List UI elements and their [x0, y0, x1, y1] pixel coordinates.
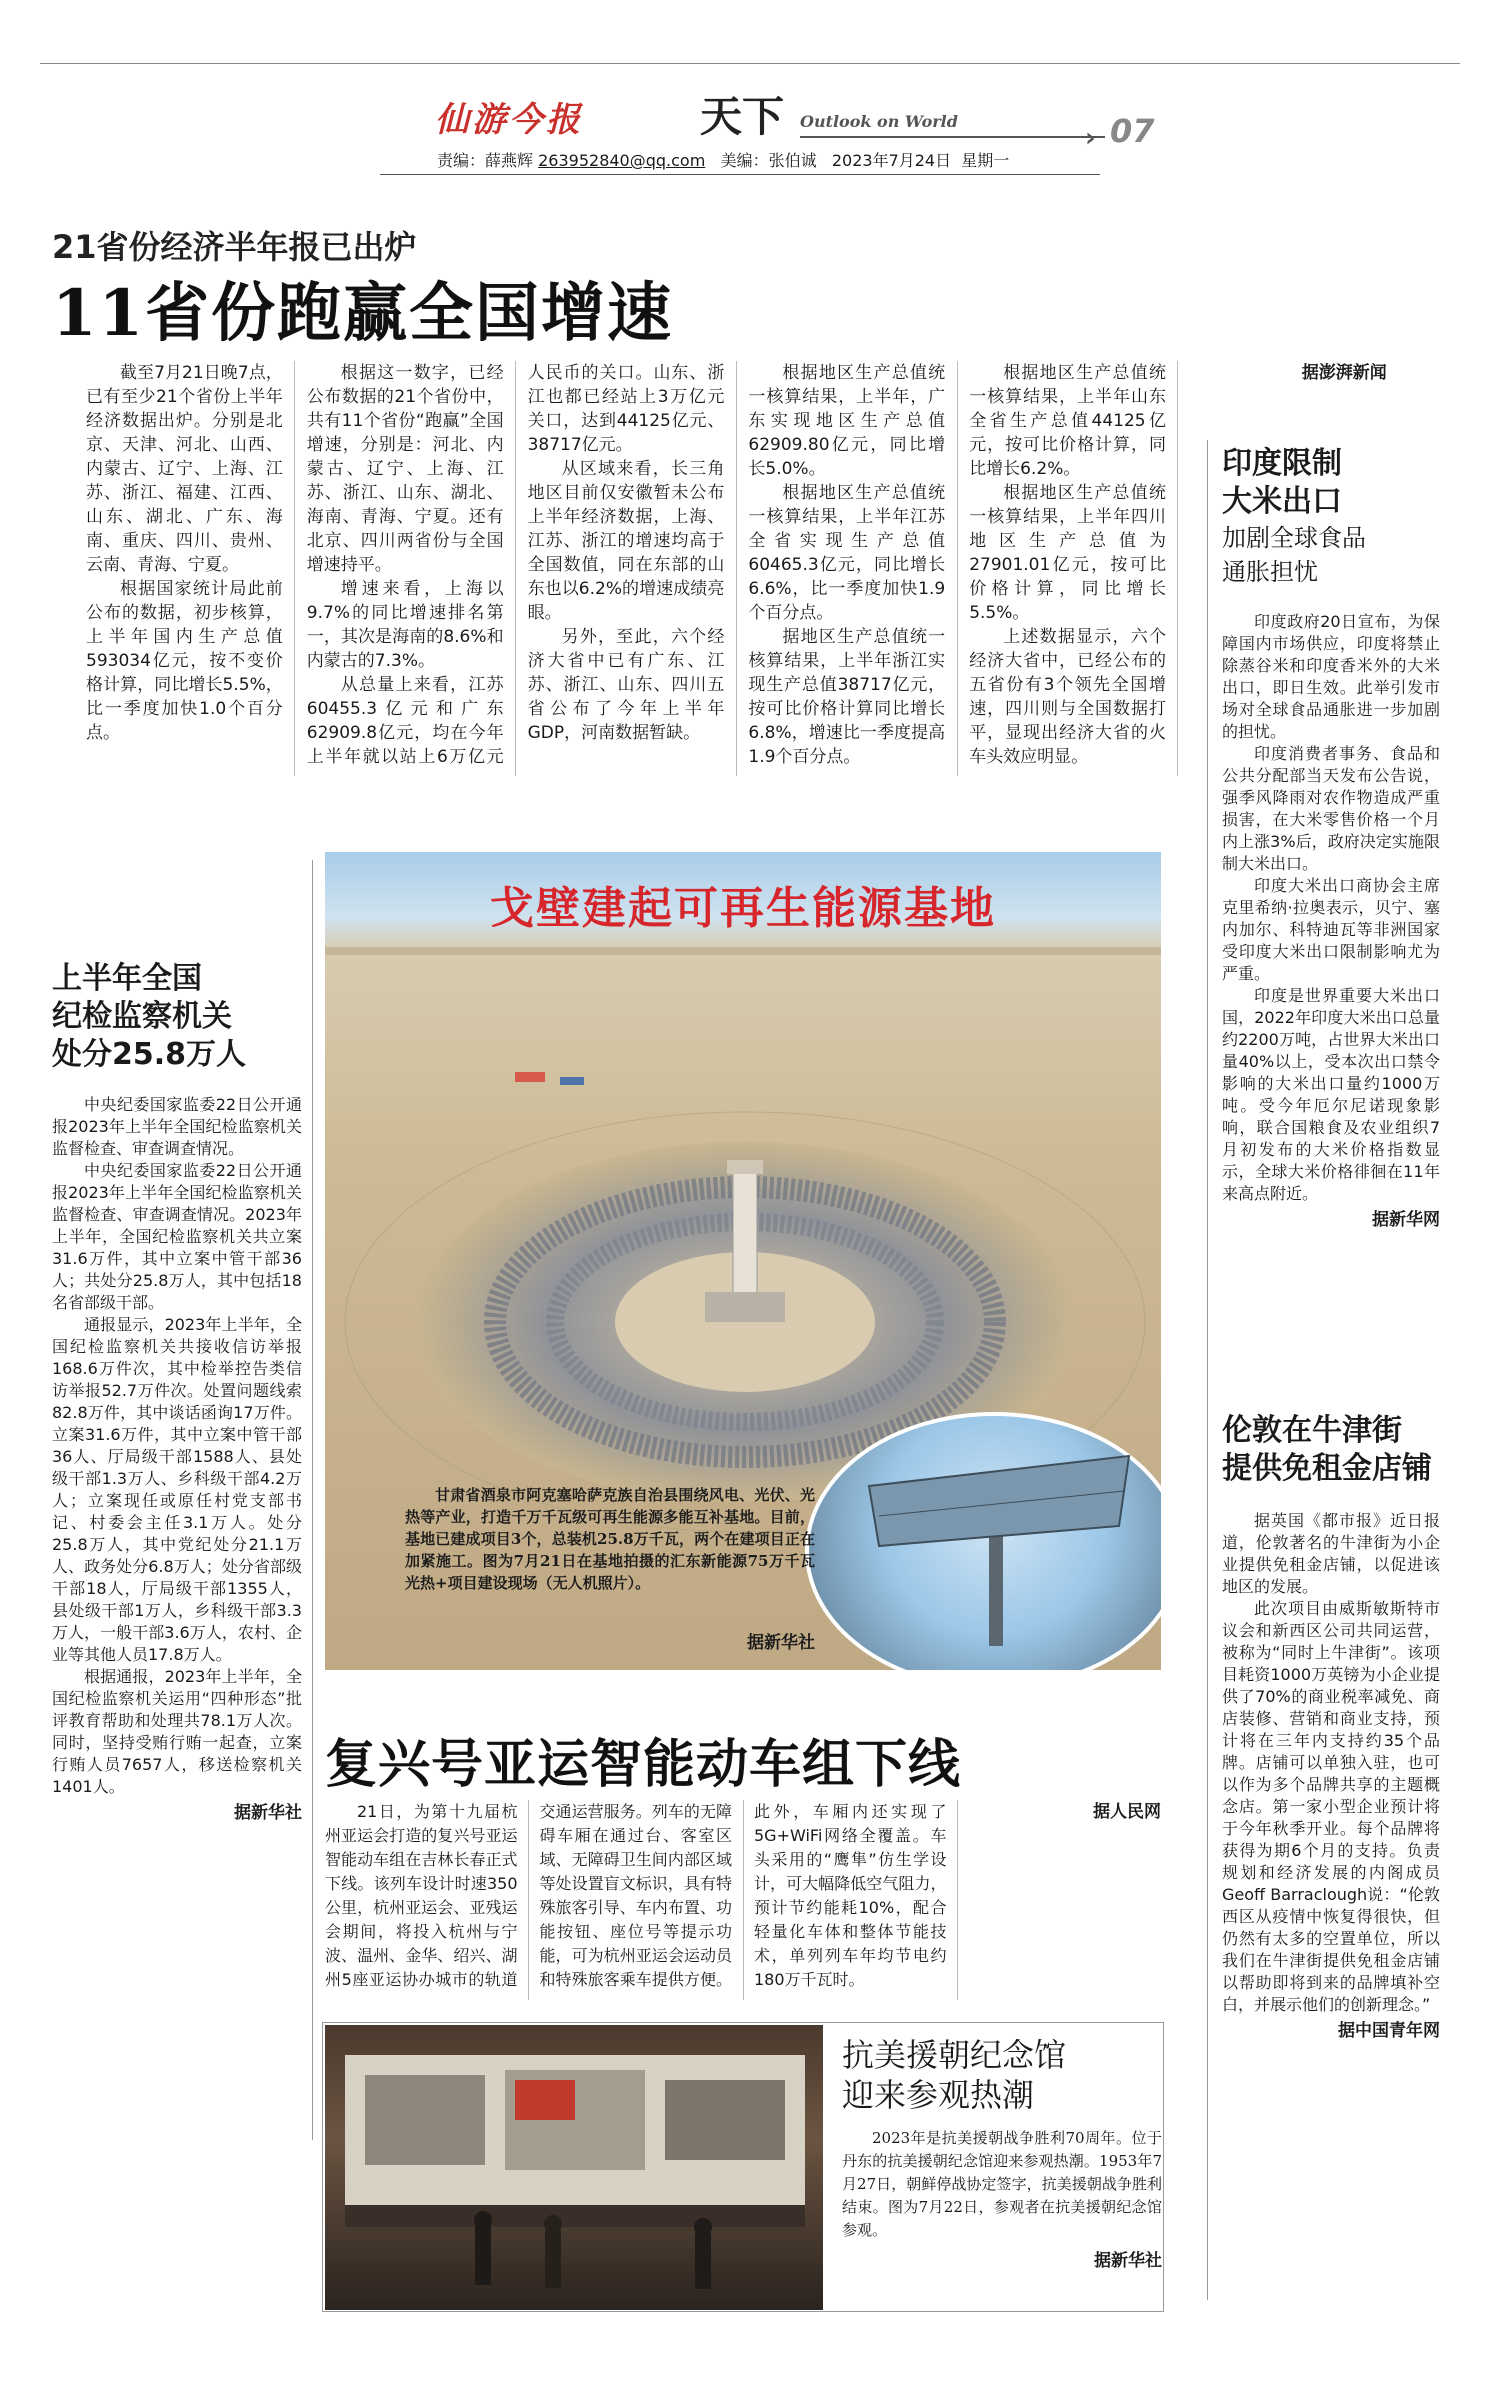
india-subtitle: 加剧全球食品	[1222, 524, 1366, 552]
lead-paragraph: 根据地区生产总值统一核算结果，上半年，广东实现地区生产总值62909.80亿元，同比增长5.0%。	[748, 363, 946, 479]
discipline-paragraph: 通报显示，2023年上半年，全国纪检监察机关共接收信访举报168.6万件次，其中检举控告类信访举报52.7万件次。处置问题线索82.8万件，其中谈话函询17万件。立案31.6万件，其中立案中管干部36人、厅局级干部1588人、县处级干部1.3万人、乡科级干部4.2万人；立案现任或原任村党支部书记、村委会主任3.1万人。处分25.8万人，其中党纪处分21.1万人、政务处分6.8万人；处分省部级干部18人，厅局级干部1355人，县处级干部1万人，乡科级干部3.3万人，一般干部3.6万人，农村、企业等其他人员17.8万人。	[52, 1315, 302, 1664]
discipline-article	[52, 960, 302, 1824]
london-paragraph: 据英国《都市报》近日报道，伦敦著名的牛津街为小企业提供免租金店铺，以促进该地区的发展。	[1222, 1511, 1440, 1596]
left-column-divider	[312, 860, 313, 2140]
lead-kicker: 21省份经济半年报已出炉	[52, 228, 417, 266]
lead-paragraph: 上述数据显示，六个经济大省中，已经公布的五省份有3个领先全国增速，四川则与全国数据打平，显现出经济大省的火车头效应明显。	[969, 627, 1166, 767]
india-body	[1222, 611, 1440, 1231]
lead-paragraph: 根据地区生产总值统一核算结果，上半年江苏全省实现生产总值60465.3亿元，同比增长6.6%，比一季度加快1.9个百分点。	[748, 483, 946, 623]
museum-caption: 2023年是抗美援朝战争胜利70周年。位于丹东的抗美援朝纪念馆迎来参观热潮。1953年7月27日，朝鲜停战协定签字，抗美援朝战争胜利结束。图为7月22日，参观者在抗美援朝纪念馆参观。	[842, 2129, 1162, 2239]
india-source: 据新华网	[1372, 1210, 1440, 1230]
masthead-rule	[380, 174, 1100, 175]
top-rule	[40, 63, 1460, 64]
right-column-divider	[1207, 440, 1208, 2300]
lead-headline: 11省份跑赢全国增速	[52, 276, 674, 351]
lead-paragraph: 另外，至此，六个经济大省中已有广东、江苏、浙江、山东、四川五省公布了今年上半年GDP，河南数据暂缺。	[527, 627, 725, 743]
masthead-arrow	[800, 136, 1105, 138]
lead-paragraph: 根据国家统计局此前公布的数据，初步核算，上半年国内生产总值593034亿元，按不变价格计算，同比增长5.5%，比一季度加快1.0个百分点。	[86, 579, 283, 743]
gobi-inset-photo	[805, 1412, 1161, 1670]
editor-email[interactable]: 263952840@qq.com	[538, 151, 706, 170]
discipline-title: 纪检监察机关	[52, 999, 232, 1034]
india-paragraph: 印度是世界重要大米出口国，2022年印度大米出口总量约2200万吨，占世界大米出口量40%以上，受本次出口禁令影响的大米出口量约1000万吨。受今年厄尔尼诺现象影响，联合国粮食及农业组织7月初发布的大米价格指数显示，全球大米价格徘徊在11年来高点附近。	[1222, 986, 1440, 1203]
museum-box-border	[322, 2022, 1164, 2312]
lead-paragraph: 从区域来看，长三角地区目前仅安徽暂未公布上半年经济数据，上海、江苏、浙江的增速均高于全国数值，同在东部的山东也以6.2%的增速成绩亮眼。	[527, 459, 725, 623]
india-article	[1222, 445, 1440, 1231]
discipline-paragraph: 根据通报，2023年上半年，全国纪检监察机关运用“四种形态”批评教育帮助和处理共78.1万人次。同时，坚持受贿行贿一起查，立案行贿人员7657人，移送检察机关1401人。	[52, 1667, 302, 1796]
india-paragraph: 印度政府20日宣布，为保障国内市场供应，印度将禁止除蒸谷米和印度香米外的大米出口，即日生效。此举引发市场对全球食品通胀进一步加剧的担忧。	[1222, 612, 1440, 741]
museum-title: 迎来参观热潮	[842, 2076, 1035, 2114]
train-source: 据人民网	[1093, 1802, 1161, 1822]
lead-paragraph: 根据地区生产总值统一核算结果，上半年山东全省生产总值44125亿元，按可比价格计算，同比增长6.2%。	[969, 363, 1166, 479]
issue-date: 2023年7月24日	[831, 151, 952, 170]
section-name: 天下	[700, 92, 785, 141]
london-source: 据中国青年网	[1338, 2021, 1440, 2041]
london-body	[1222, 1510, 1440, 2042]
page-number: 07	[1110, 112, 1155, 150]
london-paragraph: 此次项目由威斯敏斯特市议会和新西区公司共同运营，被称为“同时上牛津街”。该项目耗资1000万英镑为小企业提供了70%的商业税率减免、商店装修、营销和商业支持，预计将在三年内支持约35个品牌。店铺可以单独入驻，也可以作为多个品牌共享的主题概念店。第一家小型企业预计将于今年秋季开业。每个品牌将获得为期6个月的支持。负责规划和经济发展的内阁成员Geoff Barraclough说：“伦敦西区从疫情中恢复得很快，但仍然有太多的空置单位，所以我们在牛津街提供免租金店铺以帮助即将到来的品牌填补空白，并展示他们的创新理念。”	[1222, 1599, 1440, 2014]
museum-title: 抗美援朝纪念馆	[842, 2036, 1067, 2074]
india-title: 大米出口	[1222, 484, 1342, 519]
gobi-banner: 戈壁建起可再生能源基地	[490, 883, 996, 934]
london-title: 提供免租金店铺	[1222, 1451, 1432, 1486]
train-body	[325, 1800, 1161, 2000]
lead-paragraph: 根据地区生产总值统一核算结果，上半年四川地区生产总值为27901.01亿元，按可比价格计算，同比增长5.5%。	[969, 483, 1166, 623]
gobi-photo	[325, 852, 1161, 1670]
india-subtitle: 通胀担忧	[1222, 558, 1318, 586]
section-name-en: Outlook on World	[800, 112, 958, 131]
train-paragraph: 21日，为第十九届杭州亚运会打造的复兴号亚运智能动车组在吉林长春正式下线。该列车设计时速350公里，杭州亚运会、亚残运会期间，将投入杭州与宁波、温州、金华、绍兴、湖州5座亚运协办城市的轨道交通运营服务。列车的无障碍车厢在通过台、客室区域、无障碍卫生间内部区域等处设置盲文标识，具有特殊旅客引导、车内布置、功能按钮、座位号等提示功能，可为杭州亚运会运动员和特殊旅客乘车提供方便。此外，车厢内还实现了5G+WiFi网络全覆盖。车头采用的“鹰隼”仿生学设计，可大幅降低空气阻力，预计节约能耗10%，配合轻量化车体和整体节能技术，单列列车年均节电约180万千瓦时。	[325, 1802, 947, 1989]
london-title: 伦敦在牛津街	[1222, 1413, 1402, 1448]
discipline-title: 处分25.8万人	[52, 1037, 247, 1072]
gobi-caption: 甘肃省酒泉市阿克塞哈萨克族自治县围绕风电、光伏、光热等产业，打造千万千瓦级可再生能源多能互补基地。目前，基地已建成项目3个，总装机25.8万千瓦，两个在建项目正在加紧施工。图为7月21日在基地拍摄的汇东新能源75万千瓦光热+项目建设现场（无人机照片）。	[405, 1486, 815, 1592]
lead-paragraph: 从总量上来看，江苏60455.3亿元和广东62909.8亿元，均在今年上半年就以站上6万亿元人民币的关口。山东、浙江也都已经站上3万亿元关口，达到44125亿元、38717亿元。	[306, 363, 725, 767]
london-article	[1222, 1412, 1440, 2042]
discipline-source: 据新华社	[234, 1803, 302, 1823]
museum-source: 据新华社	[1094, 2251, 1162, 2271]
lead-paragraph: 据地区生产总值统一核算结果，上半年浙江实现生产总值38717亿元，按可比价格计算同比增长6.8%，增速比一季度提高1.9个百分点。	[748, 627, 946, 767]
discipline-paragraph: 中央纪委国家监委22日公开通报2023年上半年全国纪检监察机关监督检查、审查调查情况。	[52, 1095, 302, 1158]
designer: 美编：张伯诚	[720, 151, 817, 170]
lead-paragraph: 截至7月21日晚7点，已有至少21个省份上半年经济数据出炉。分别是北京、天津、河北、山西、内蒙古、辽宁、上海、江苏、浙江、福建、江西、山东、湖北、广东、海南、重庆、四川、贵州、云南、青海、宁夏。	[86, 363, 283, 575]
issue-weekday: 星期一	[961, 151, 1010, 170]
discipline-title: 上半年全国	[52, 961, 202, 996]
masthead-credits	[437, 148, 1009, 171]
india-title: 印度限制	[1222, 446, 1342, 481]
india-paragraph: 印度消费者事务、食品和公共分配部当天发布公告说，强季风降雨对农作物造成严重损害，在大米零售价格一个月内上涨3%后，政府决定实施限制大米出口。	[1222, 744, 1440, 873]
lead-source: 据澎湃新闻	[1301, 363, 1387, 383]
train-headline: 复兴号亚运智能动车组下线	[325, 1735, 962, 1795]
chevron-right-icon: ›	[1085, 123, 1096, 153]
gobi-source: 据新华社	[747, 1633, 815, 1653]
heliostat-illustration	[809, 1416, 1161, 1670]
india-paragraph: 印度大米出口商协会主席克里希纳·拉奥表示，贝宁、塞内加尔、科特迪瓦等非洲国家受印度大米出口限制影响尤为严重。	[1222, 876, 1440, 983]
paper-name-logo: 仙游今报	[435, 100, 583, 140]
lead-paragraph: 增速来看，上海以9.7%的同比增速排名第一，其次是海南的8.6%和内蒙古的7.3%。	[306, 579, 504, 671]
lead-paragraph: 根据这一数字，已经公布数据的21个省份中，共有11个省份“跑赢”全国增速，分别是：河北、内蒙古、辽宁、上海、江苏、浙江、山东、湖北、海南、青海、宁夏。还有北京、四川两省份与全国增速持平。	[306, 363, 504, 575]
discipline-paragraph: 中央纪委国家监委22日公开通报2023年上半年全国纪检监察机关监督检查、审查调查情况。2023年上半年，全国纪检监察机关共立案31.6万件，其中立案中管干部36人；共处分25.8万人，其中包括18名省部级干部。	[52, 1161, 302, 1312]
discipline-body	[52, 1094, 302, 1824]
editor: 责编：薛燕辉	[437, 151, 534, 170]
